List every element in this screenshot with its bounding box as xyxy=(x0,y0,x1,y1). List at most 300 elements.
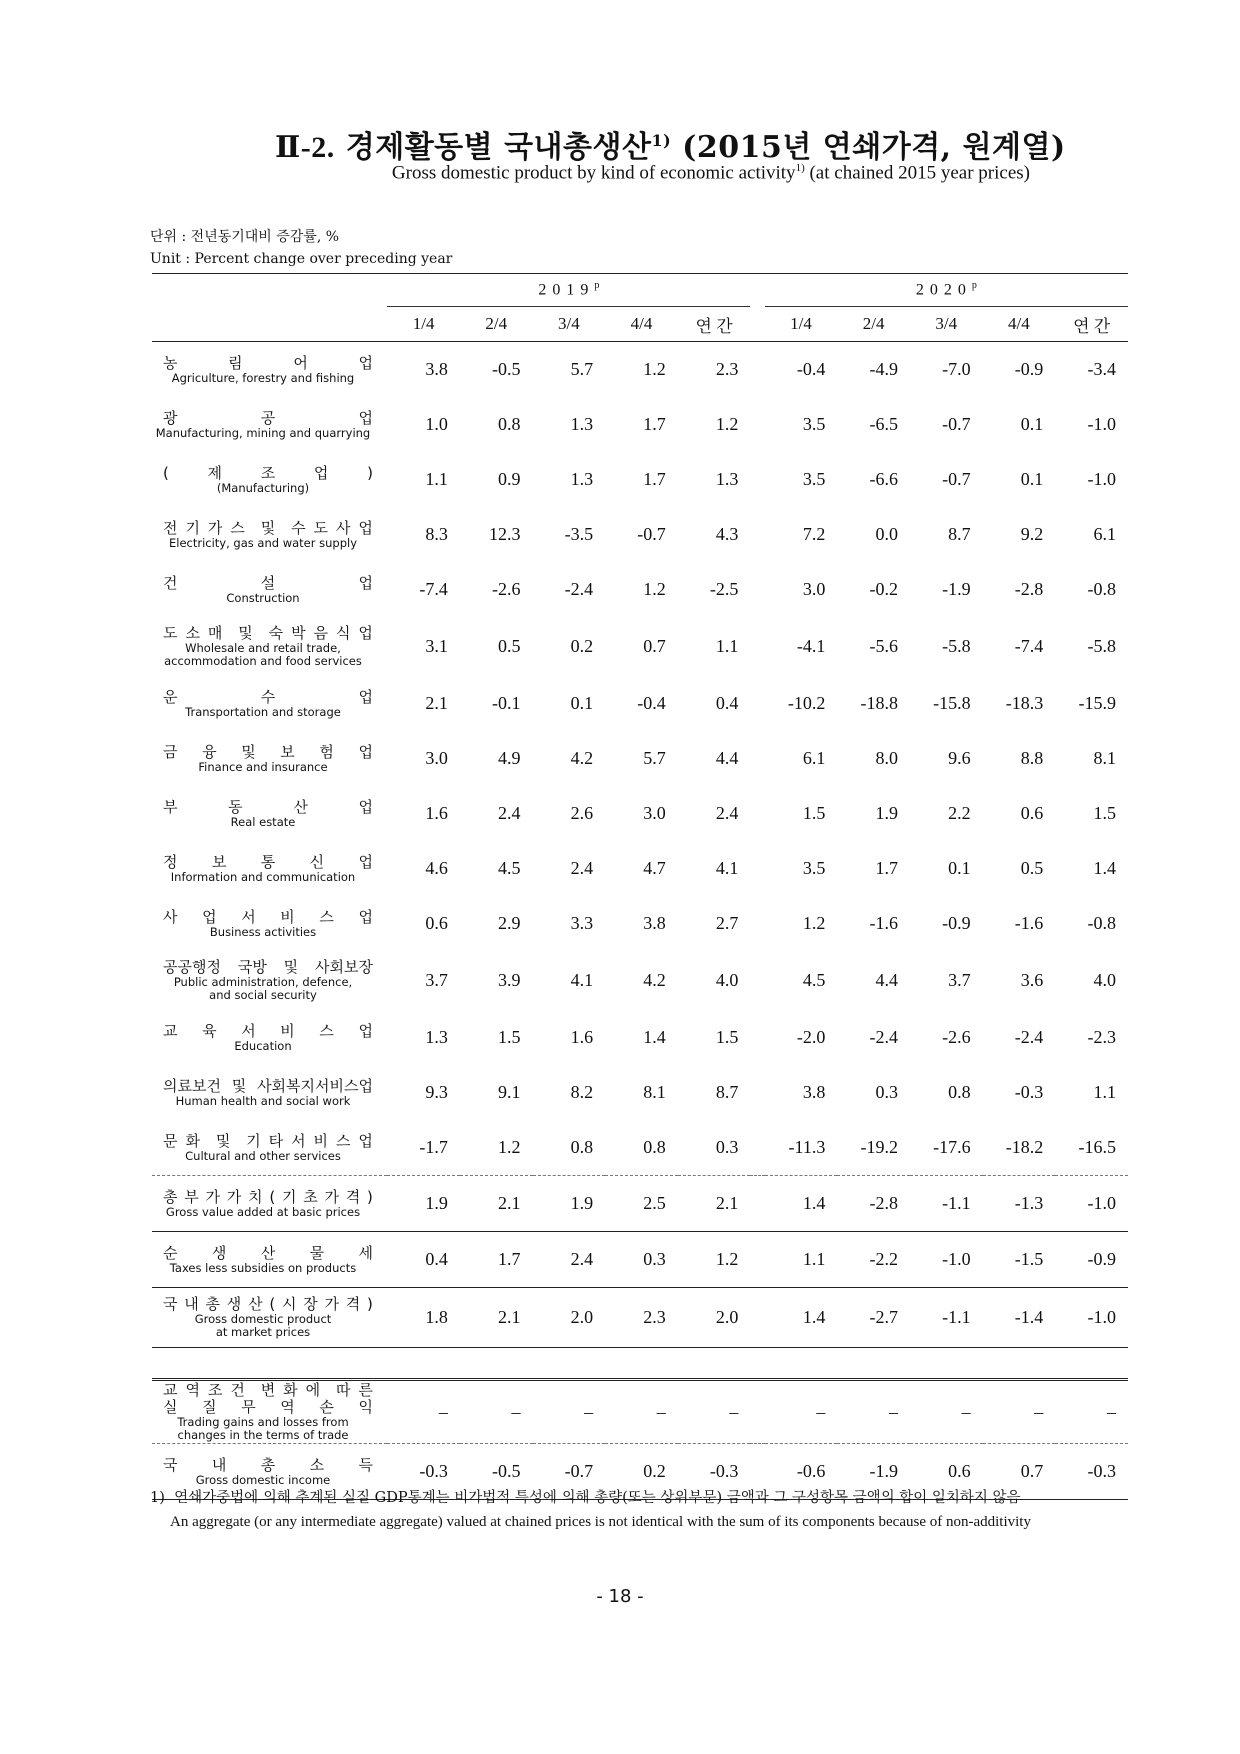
table-cell: 1.9 xyxy=(387,1176,460,1232)
row-label-english: Transportation and storage xyxy=(185,704,341,719)
table-cell: 0.4 xyxy=(387,1232,460,1288)
row-label-korean: 순 생 산 물 세 xyxy=(163,1243,373,1262)
table-cell: -11.3 xyxy=(788,1137,826,1157)
table-cell: 8.1 xyxy=(1093,748,1116,768)
table-cell: -1.0 xyxy=(1055,1176,1128,1232)
row-label xyxy=(152,342,387,398)
table-cell: 12.3 xyxy=(489,524,521,544)
table-cell: – xyxy=(910,1380,983,1444)
quarter-header: 4/4 xyxy=(605,307,678,342)
table-cell: -1.7 xyxy=(419,1137,448,1157)
table-cell: 1.1 xyxy=(1093,1082,1116,1102)
quarter-header: 연 간 xyxy=(678,307,751,342)
table-cell: 9.2 xyxy=(1020,524,1044,544)
table-cell: 8.7 xyxy=(948,524,971,544)
table-cell: -10.2 xyxy=(787,693,826,713)
table-cell: 1.2 xyxy=(643,359,666,379)
row-label-english: Business activities xyxy=(209,924,317,939)
table-cell: -5.8 xyxy=(942,636,971,656)
table-cell: -0.4 xyxy=(637,693,666,713)
table-cell: 2.7 xyxy=(715,913,739,933)
row-label xyxy=(152,1176,387,1232)
table-cell: -17.6 xyxy=(933,1137,971,1157)
table-cell: 4.5 xyxy=(802,970,826,990)
row-label-korean: 교 육 서 비 스 업 xyxy=(163,1021,373,1040)
row-label-english: Real estate xyxy=(230,814,296,829)
row-label xyxy=(152,1120,387,1176)
table-spacer xyxy=(152,1348,1128,1380)
table-cell: -0.5 xyxy=(492,359,521,379)
row-label xyxy=(152,896,387,951)
table-cell: 2.3 xyxy=(715,359,739,379)
table-cell: 0.1 xyxy=(1020,414,1044,434)
table-cell: -0.9 xyxy=(1055,1232,1128,1288)
table-cell: -1.9 xyxy=(837,1444,910,1500)
row-label-korean: 건 설 업 xyxy=(163,573,373,592)
table-cell: 2.1 xyxy=(678,1176,751,1232)
table-cell: 1.9 xyxy=(533,1176,606,1232)
row-label xyxy=(152,951,387,1010)
title-footnote-mark: 1) xyxy=(651,131,672,150)
table-row xyxy=(152,731,1128,786)
table-cell: -0.6 xyxy=(765,1444,838,1500)
table-cell: -2.4 xyxy=(869,1027,898,1047)
row-label-korean: 의료보건 및 사회복지서비스업 xyxy=(163,1076,373,1095)
row-label xyxy=(152,1232,387,1288)
unit-note xyxy=(150,226,452,270)
table-cell: 4.0 xyxy=(715,970,739,990)
year-2020-header: 2020$^p$ xyxy=(765,274,1128,307)
table-cell: 8.8 xyxy=(1020,748,1044,768)
table-cell: – xyxy=(837,1380,910,1444)
footnote xyxy=(150,1486,1125,1534)
table-cell: 4.9 xyxy=(498,748,521,768)
table-cell: -1.1 xyxy=(910,1176,983,1232)
row-label-english: Construction xyxy=(226,590,300,605)
table-cell: -18.2 xyxy=(1005,1137,1044,1157)
table-cell: -0.9 xyxy=(942,913,971,933)
table-cell: -15.9 xyxy=(1078,693,1116,713)
table-cell: -2.3 xyxy=(1087,1027,1116,1047)
table-row xyxy=(152,1120,1128,1176)
table-cell: 3.6 xyxy=(1020,970,1044,990)
row-label-english: Information and communication xyxy=(170,869,356,884)
row-label xyxy=(152,617,387,676)
table-cell: 0.9 xyxy=(498,469,521,489)
year-2019-header: 2019$^p$ xyxy=(387,274,750,307)
table-cell: 8.1 xyxy=(643,1082,666,1102)
quarter-header: 3/4 xyxy=(910,307,983,342)
table-cell: 1.2 xyxy=(643,579,666,599)
row-label xyxy=(152,562,387,617)
table-cell: 1.9 xyxy=(875,803,898,823)
table-cell: 1.8 xyxy=(387,1288,460,1348)
row-label xyxy=(152,731,387,786)
table-cell: -0.3 xyxy=(387,1444,460,1500)
row-label-korean: 도 소 매 및 숙 박 음 식 업 xyxy=(163,624,373,642)
row-label-korean: 실 질 무 역 손 익 xyxy=(163,1398,373,1416)
table-cell: 1.7 xyxy=(643,469,666,489)
row-label-english: Gross domestic income xyxy=(195,1472,331,1487)
table-cell: 0.6 xyxy=(425,913,448,933)
table-cell: 2.1 xyxy=(460,1176,533,1232)
table-cell: 1.4 xyxy=(1093,858,1116,878)
table-cell: 9.1 xyxy=(498,1082,521,1102)
table-cell: 2.4 xyxy=(533,1232,606,1288)
table-cell: 2.6 xyxy=(570,803,594,823)
table-cell: 1.3 xyxy=(570,414,594,434)
title-paren: (2015년 연쇄가격, 원계열) xyxy=(682,130,1066,165)
quarter-header: 2/4 xyxy=(460,307,533,342)
table-cell: -16.5 xyxy=(1078,1137,1116,1157)
footnote-english: An aggregate (or any intermediate aggregate) valued at chained prices is not identical with the sum of its components because of non-additivity xyxy=(170,1514,1031,1530)
row-label-english: Taxes less subsidies on products xyxy=(169,1260,357,1275)
table-cell: -1.4 xyxy=(983,1288,1056,1348)
row-label-english: Wholesale and retail trade, accommodation and food services xyxy=(164,641,362,668)
row-label-korean: 전 기 가 스 및 수 도 사 업 xyxy=(163,518,373,537)
table-cell: 4.2 xyxy=(570,748,594,768)
table-cell: 0.6 xyxy=(1020,803,1044,823)
table-cell: 1.6 xyxy=(570,1027,594,1047)
table-cell: -1.6 xyxy=(1014,913,1044,933)
row-label-english: Gross value added at basic prices xyxy=(165,1204,361,1219)
table-cell: 3.7 xyxy=(948,970,971,990)
table-cell: -1.0 xyxy=(1055,1288,1128,1348)
table-cell: 2.0 xyxy=(678,1288,751,1348)
table-cell: 3.7 xyxy=(425,970,448,990)
table-cell: 1.2 xyxy=(802,913,826,933)
row-label-english: Agriculture, forestry and fishing xyxy=(171,370,355,385)
table-cell: 0.3 xyxy=(605,1232,678,1288)
table-cell: 1.7 xyxy=(460,1232,533,1288)
table-cell: 0.8 xyxy=(643,1137,666,1157)
table-cell: 3.1 xyxy=(425,636,448,656)
table-cell: 7.2 xyxy=(802,524,826,544)
table-cell: -1.0 xyxy=(1087,469,1116,489)
table-cell: -2.8 xyxy=(837,1176,910,1232)
table-cell: – xyxy=(605,1380,678,1444)
row-label xyxy=(152,676,387,731)
table-cell: -4.9 xyxy=(869,359,898,379)
row-label-korean: 문 화 및 기 타 서 비 스 업 xyxy=(163,1131,373,1150)
table-cell: -2.2 xyxy=(837,1232,910,1288)
table-cell: 1.0 xyxy=(425,414,448,434)
table-cell: -2.6 xyxy=(942,1027,971,1047)
quarter-header: 1/4 xyxy=(765,307,838,342)
table-cell: 4.3 xyxy=(715,524,739,544)
table-cell: -0.7 xyxy=(942,469,971,489)
table-row xyxy=(152,562,1128,617)
table-cell: -4.1 xyxy=(796,636,826,656)
table-cell: -0.7 xyxy=(637,524,666,544)
table-cell: 2.4 xyxy=(715,803,739,823)
table-cell: 1.4 xyxy=(643,1027,666,1047)
table-cell: 8.3 xyxy=(425,524,448,544)
table-cell: -0.2 xyxy=(869,579,898,599)
row-label xyxy=(152,1010,387,1065)
row-label-korean: 금 융 및 보 험 업 xyxy=(163,742,373,761)
table-cell: 6.1 xyxy=(1093,524,1116,544)
year-header-row xyxy=(152,274,1128,307)
table-cell: -2.4 xyxy=(1014,1027,1044,1047)
title-number: Ⅱ-2. xyxy=(275,131,335,164)
table-cell: 0.5 xyxy=(498,636,521,656)
table-cell: -1.6 xyxy=(869,913,898,933)
table-cell: 4.0 xyxy=(1093,970,1116,990)
table-cell: -0.9 xyxy=(1014,359,1044,379)
table-cell: 1.7 xyxy=(643,414,666,434)
table-row xyxy=(152,507,1128,562)
table-cell: 5.7 xyxy=(643,748,666,768)
table-cell: 0.8 xyxy=(948,1082,971,1102)
table-cell: -19.2 xyxy=(860,1137,898,1157)
table-row xyxy=(152,1288,1128,1348)
table-cell: -1.1 xyxy=(910,1288,983,1348)
table-cell: 0.7 xyxy=(983,1444,1056,1500)
table-cell: 1.3 xyxy=(425,1027,448,1047)
quarter-header: 2/4 xyxy=(837,307,910,342)
table-row xyxy=(152,1176,1128,1232)
quarter-header: 3/4 xyxy=(533,307,606,342)
row-label-korean: 광 공 업 xyxy=(163,408,373,427)
table-cell: 0.8 xyxy=(570,1137,594,1157)
table-cell: 3.5 xyxy=(802,858,826,878)
gdp-table xyxy=(152,273,1128,1500)
table-row xyxy=(152,676,1128,731)
table-cell: 3.8 xyxy=(643,913,666,933)
row-label-korean: 운 수 업 xyxy=(163,687,373,706)
table-cell: 1.3 xyxy=(715,469,739,489)
unit-korean: 단위 : 전년동기대비 증감률, % xyxy=(150,229,340,245)
table-row xyxy=(152,1232,1128,1288)
table-cell: 1.2 xyxy=(678,1232,751,1288)
table-cell: -3.5 xyxy=(564,524,594,544)
table-cell: -2.7 xyxy=(837,1288,910,1348)
table-row xyxy=(152,1065,1128,1120)
unit-english: Unit : Percent change over preceding year xyxy=(150,251,453,267)
quarter-header: 4/4 xyxy=(983,307,1056,342)
table-cell: 0.0 xyxy=(875,524,898,544)
table-cell: 3.5 xyxy=(802,414,826,434)
table-cell: 3.8 xyxy=(425,359,448,379)
table-cell: 1.4 xyxy=(765,1176,838,1232)
table-cell: 1.5 xyxy=(1093,803,1116,823)
row-label-korean: 공공행정 국방 및 사회보장 xyxy=(163,958,373,976)
footnote-mark: 1) xyxy=(150,1490,165,1506)
table-cell: -0.3 xyxy=(1014,1082,1044,1102)
table-cell: 4.4 xyxy=(875,970,898,990)
table-cell: 5.7 xyxy=(570,359,594,379)
table-row xyxy=(152,452,1128,507)
footnote-korean: 연쇄가중법에 의해 추계된 실질 GDP통계는 비가법적 특성에 의해 총량(또는 상위부문) 금액과 그 구성항목 금액의 합이 일치하지 않음 xyxy=(174,1490,1021,1506)
table-cell: -2.5 xyxy=(709,579,739,599)
table-cell: -1.3 xyxy=(983,1176,1056,1232)
table-cell: 1.2 xyxy=(715,414,739,434)
table-cell: -18.8 xyxy=(860,693,898,713)
row-label-english: Finance and insurance xyxy=(198,759,328,774)
table-cell: 3.8 xyxy=(802,1082,826,1102)
table-cell: 6.1 xyxy=(802,748,826,768)
row-label-korean: 정 보 통 신 업 xyxy=(163,852,373,871)
table-cell: 0.3 xyxy=(875,1082,898,1102)
quarter-header-row xyxy=(152,307,1128,342)
table-row xyxy=(152,951,1128,1010)
table-cell: -1.0 xyxy=(910,1232,983,1288)
row-label-korean: 총 부 가 가 치 ( 기 초 가 격 ) xyxy=(163,1187,373,1206)
table-cell: 4.6 xyxy=(425,858,448,878)
page-subtitle xyxy=(392,162,1030,184)
table-cell: 2.9 xyxy=(498,913,521,933)
quarter-header: 1/4 xyxy=(387,307,460,342)
table-cell: -0.8 xyxy=(1087,579,1116,599)
table-cell: 0.6 xyxy=(910,1444,983,1500)
table-cell: 3.3 xyxy=(570,913,594,933)
row-label xyxy=(152,841,387,896)
row-label-english: Cultural and other services xyxy=(185,1148,341,1163)
table-row xyxy=(152,397,1128,452)
table-cell: 1.5 xyxy=(802,803,826,823)
table-cell: -0.5 xyxy=(460,1444,533,1500)
page-title xyxy=(275,122,1066,166)
row-label-korean: 국 내 총 생 산 ( 시 장 가 격 ) xyxy=(163,1295,373,1313)
table-cell: -0.1 xyxy=(492,693,521,713)
table-cell: 8.0 xyxy=(875,748,898,768)
table-cell: 2.2 xyxy=(948,803,971,823)
table-cell: 0.1 xyxy=(948,858,971,878)
table-cell: 1.6 xyxy=(425,803,448,823)
table-cell: 2.4 xyxy=(498,803,521,823)
table-cell: 9.6 xyxy=(948,748,971,768)
row-label xyxy=(152,1065,387,1120)
table-cell: 1.1 xyxy=(425,469,448,489)
table-cell: – xyxy=(460,1380,533,1444)
row-label-english: Electricity, gas and water supply xyxy=(168,535,358,550)
table-cell: -2.4 xyxy=(564,579,594,599)
table-cell: -1.0 xyxy=(1087,414,1116,434)
table-row xyxy=(152,1010,1128,1065)
row-label-korean: ( 제 조 업 ) xyxy=(163,463,373,482)
table-cell: -1.5 xyxy=(983,1232,1056,1288)
table-cell: 1.7 xyxy=(875,858,898,878)
table-row xyxy=(152,617,1128,676)
table-cell: – xyxy=(533,1380,606,1444)
table-cell: – xyxy=(983,1380,1056,1444)
table-cell: 1.4 xyxy=(765,1288,838,1348)
table-cell: 4.5 xyxy=(498,858,521,878)
table-cell: – xyxy=(678,1380,751,1444)
table-cell: -0.4 xyxy=(796,359,826,379)
table-cell: -7.4 xyxy=(1014,636,1044,656)
table-cell: 2.5 xyxy=(605,1176,678,1232)
table-cell: -7.0 xyxy=(942,359,971,379)
table-cell: 8.2 xyxy=(570,1082,594,1102)
table-cell: 0.1 xyxy=(1020,469,1044,489)
table-cell: 4.2 xyxy=(643,970,666,990)
table-cell: -0.7 xyxy=(533,1444,606,1500)
table-cell: -5.6 xyxy=(869,636,898,656)
table-cell: 3.0 xyxy=(643,803,666,823)
table-cell: 1.5 xyxy=(498,1027,521,1047)
table-cell: – xyxy=(387,1380,460,1444)
table-cell: 3.0 xyxy=(802,579,826,599)
row-label xyxy=(152,1380,387,1444)
table-cell: 2.4 xyxy=(570,858,594,878)
table-cell: 0.5 xyxy=(1020,858,1044,878)
table-row xyxy=(152,841,1128,896)
row-label-english: Education xyxy=(234,1038,292,1053)
row-label xyxy=(152,452,387,507)
row-label-english: Manufacturing, mining and quarrying xyxy=(155,425,371,440)
table-cell: -0.8 xyxy=(1087,913,1116,933)
row-label-korean: 교 역 조 건 변 화 에 따 른 xyxy=(163,1381,373,1399)
table-cell: -2.6 xyxy=(492,579,521,599)
table-cell: 8.7 xyxy=(715,1082,739,1102)
row-label-korean: 부 동 산 업 xyxy=(163,797,373,816)
table-row xyxy=(152,786,1128,841)
row-label-korean: 국 내 총 소 득 xyxy=(163,1455,373,1474)
table-body xyxy=(152,342,1128,1500)
table-cell: 4.1 xyxy=(570,970,594,990)
row-label xyxy=(152,786,387,841)
subtitle-english: Gross domestic product by kind of economic activity xyxy=(391,162,796,184)
table-cell: -5.8 xyxy=(1087,636,1116,656)
table-row xyxy=(152,342,1128,398)
table-cell: -0.3 xyxy=(1055,1444,1128,1500)
table-cell: -15.8 xyxy=(933,693,971,713)
row-label xyxy=(152,397,387,452)
table-cell: -3.4 xyxy=(1087,359,1116,379)
table-cell: 1.3 xyxy=(570,469,594,489)
row-label-korean: 사 업 서 비 스 업 xyxy=(163,907,373,926)
title-korean: 경제활동별 국내총생산 xyxy=(345,130,652,165)
table-cell: 1.1 xyxy=(765,1232,838,1288)
table-cell: 3.5 xyxy=(802,469,826,489)
table-cell: 0.1 xyxy=(570,693,594,713)
row-label-english: (Manufacturing) xyxy=(216,480,310,495)
table-cell: 2.0 xyxy=(533,1288,606,1348)
row-label-english: Trading gains and losses from changes in the terms of trade xyxy=(177,1415,349,1442)
table-row xyxy=(152,1380,1128,1444)
table-cell: 4.7 xyxy=(643,858,666,878)
table-cell: 0.2 xyxy=(570,636,594,656)
table-cell: -1.9 xyxy=(942,579,971,599)
table-cell: 0.8 xyxy=(498,414,521,434)
table-cell: -0.7 xyxy=(942,414,971,434)
subtitle-paren: (at chained 2015 year prices) xyxy=(809,162,1030,184)
table-cell: 2.1 xyxy=(460,1288,533,1348)
table-cell: 0.3 xyxy=(715,1137,739,1157)
table-cell: 0.4 xyxy=(715,693,739,713)
row-label-english: Public administration, defence, and social security xyxy=(173,975,353,1002)
row-label-english: Human health and social work xyxy=(175,1093,351,1108)
table-cell: -18.3 xyxy=(1005,693,1044,713)
table-cell: -7.4 xyxy=(419,579,448,599)
row-label xyxy=(152,507,387,562)
table-cell: 0.7 xyxy=(643,636,666,656)
table-cell: – xyxy=(765,1380,838,1444)
table-cell: -2.8 xyxy=(1014,579,1044,599)
row-label-english: Gross domestic product at market prices xyxy=(194,1312,332,1339)
table-cell: -6.5 xyxy=(869,414,898,434)
table-cell: 2.3 xyxy=(605,1288,678,1348)
quarter-header: 연 간 xyxy=(1055,307,1128,342)
table-cell: 4.4 xyxy=(715,748,739,768)
row-label-korean: 농 림 어 업 xyxy=(163,353,373,372)
table-cell: 4.1 xyxy=(715,858,739,878)
table-cell: 1.2 xyxy=(498,1137,521,1157)
table-cell: 3.9 xyxy=(498,970,521,990)
subtitle-footnote-mark: 1) xyxy=(795,162,805,174)
